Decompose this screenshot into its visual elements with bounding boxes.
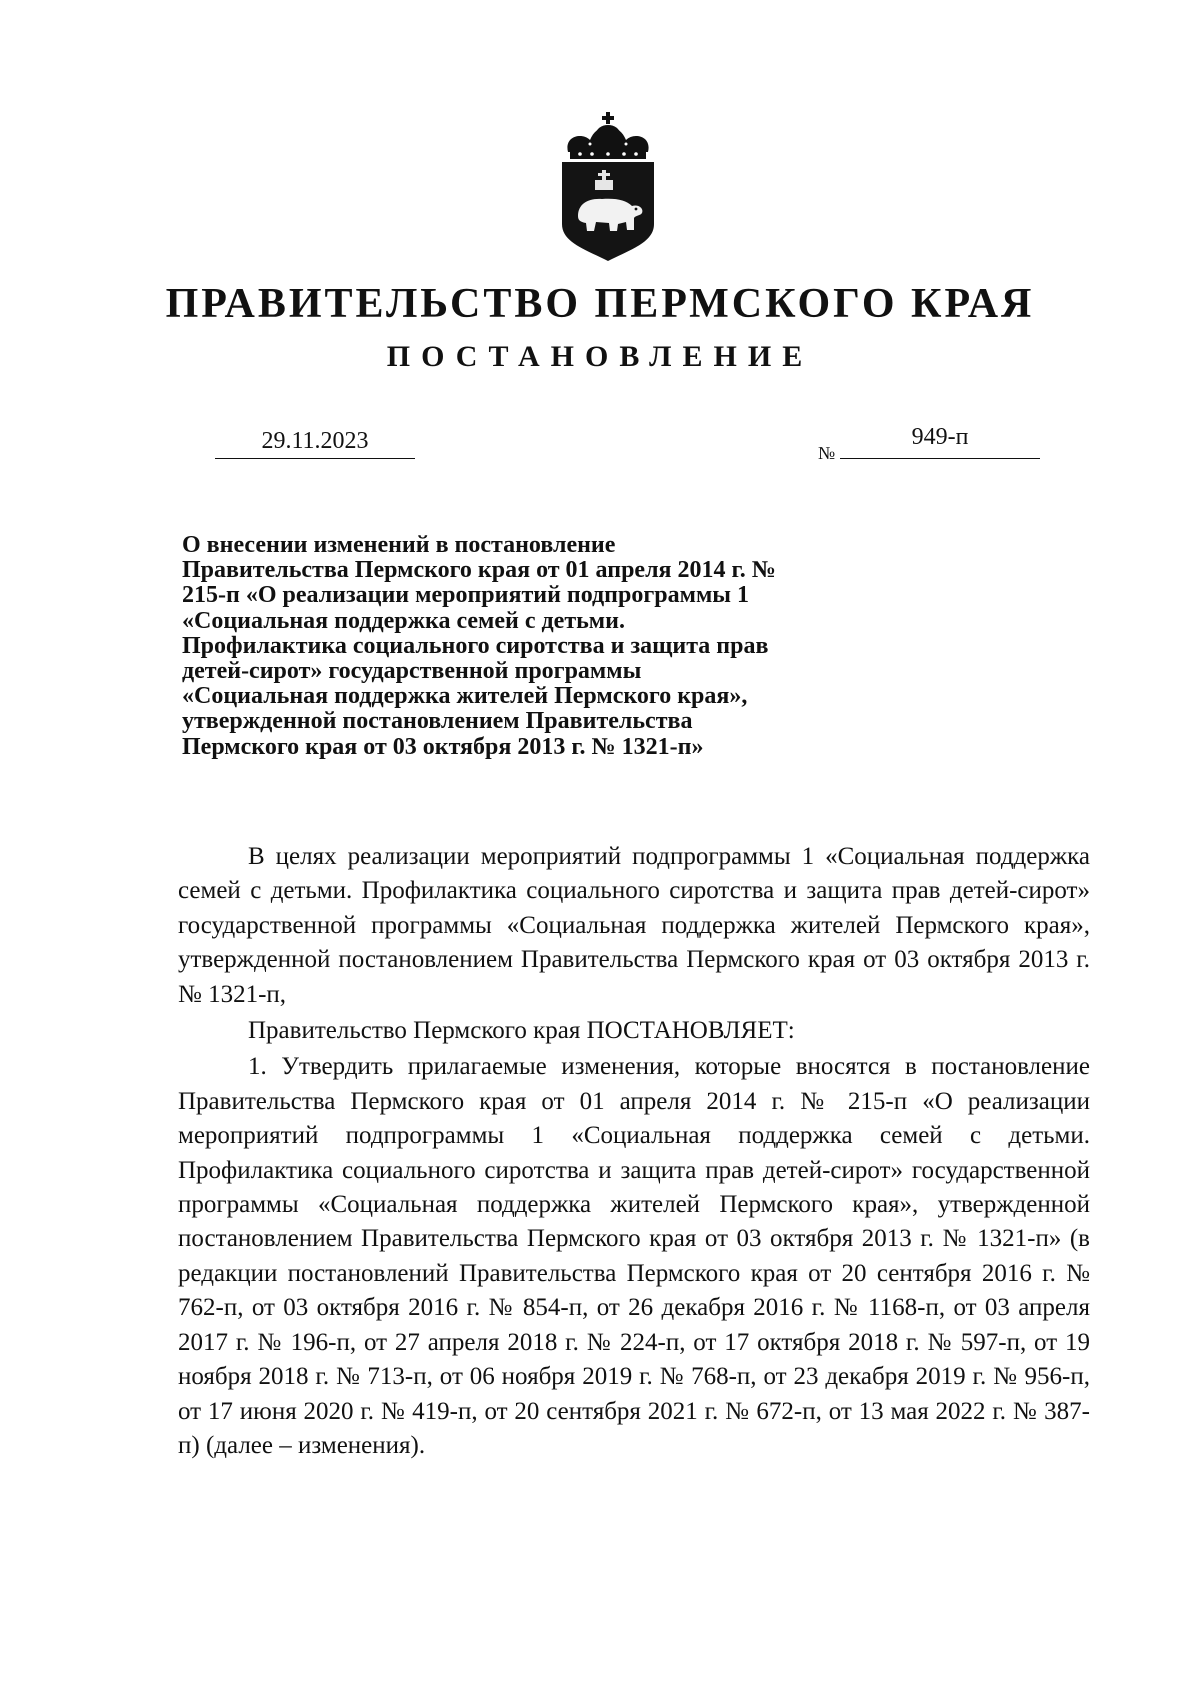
perm-krai-coat-of-arms-icon	[560, 112, 656, 262]
government-title: ПРАВИТЕЛЬСТВО ПЕРМСКОГО КРАЯ	[165, 281, 1035, 327]
document-body	[178, 840, 1090, 1463]
clause-1-paragraph: 1. Утвердить прилагаемые изменения, которые вносятся в постановление Правительства Пермского края от 01 апреля 2014 г. № 215-п «О реализации мероприятий подпрограммы 1 «Социальная поддержка семей с детьми. Профилактика социального сиротства и защита прав детей-сирот» государственной программы «Социальная поддержка жителей Пермского края», утвержденной постановлением Правительства Пермского края от 03 октября 2013 г. № 1321-п» (в редакции постановлений Правительства Пермского края от 20 сентября 2016 г. № 762-п, от 03 октября 2016 г. № 854-п, от 26 декабря 2016 г. № 1168-п, от 03 апреля 2017 г. № 196-п, от 27 апреля 2018 г. № 224-п, от 17 октября 2018 г. № 597-п, от 19 ноября 2018 г. № 713-п, от 06 ноября 2019 г. № 768-п, от 23 декабря 2019 г. № 956-п, от 17 июня 2020 г. № 419-п, от 20 сентября 2021 г. № 672-п, от 13 мая 2022 г. № 387-п) (далее – изменения).	[178, 1053, 1090, 1459]
document-date: 29.11.2023	[215, 428, 415, 459]
preamble-paragraph: В целях реализации мероприятий подпрограммы 1 «Социальная поддержка семей с детьми. Профилактика социального сиротства и защита прав детей-сирот» государственной программы «Социальная поддержка жителей Пермского края», утвержденной постановлением Правительства Пермского края от 03 октября 2013 г. № 1321-п,	[178, 843, 1090, 1008]
resolution-paragraph: Правительство Пермского края ПОСТАНОВЛЯЕТ:	[248, 1017, 795, 1045]
document-type: ПОСТАНОВЛЕНИЕ	[386, 340, 814, 373]
document-subject: О внесении изменений в постановление Правительства Пермского края от 01 апреля 2014 г. № 215-п «О реализации мероприятий подпрограммы 1 «Социальная поддержка семей с детьми. Профилактика социального сиротства и защита прав детей-сирот» государственной программы «Социальная поддержка жителей Пермского края», утвержденной постановлением Правительства Пермского края от 03 октября 2013 г. № 1321-п»	[182, 532, 776, 760]
number-sign: №	[818, 443, 836, 463]
document-number: 949-п	[840, 424, 1040, 459]
